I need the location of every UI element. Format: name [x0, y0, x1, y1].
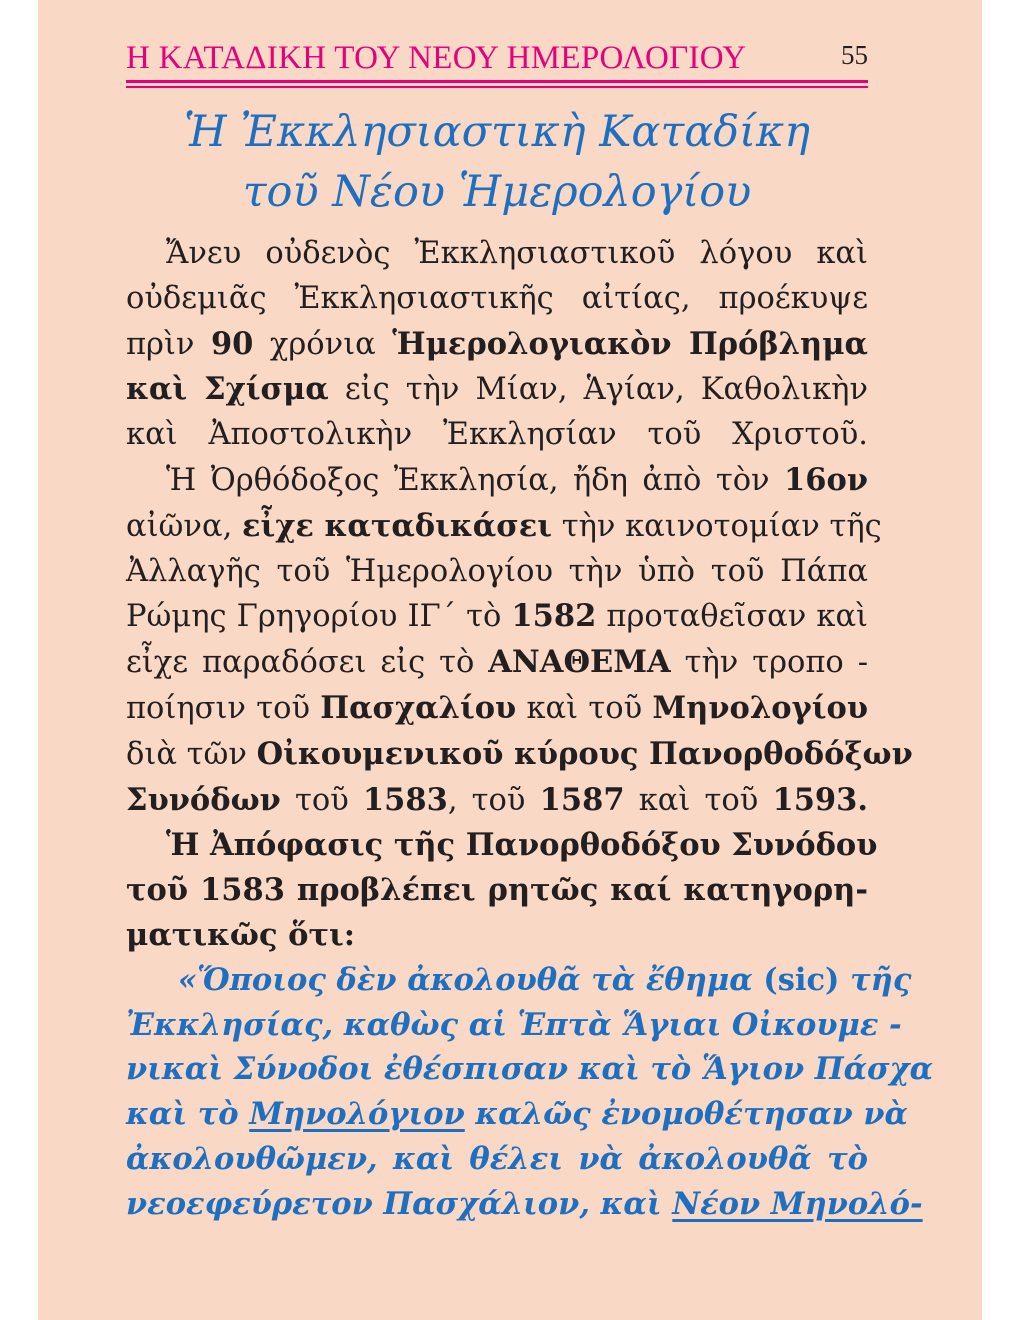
- text-span: καλῶς ἐνομοθέτησαν νὰ: [464, 1096, 909, 1133]
- underlined-span: Μηνολόγιον: [249, 1096, 465, 1133]
- bold-span: 1593.: [772, 781, 868, 818]
- text-span: εἶχε παραδόσει εἰς τὸ: [126, 645, 489, 681]
- text-span: πρὶν: [126, 326, 211, 362]
- text-span: , τοῦ: [447, 782, 540, 818]
- text-span: τὴν καινοτομίαν τῆς: [552, 508, 882, 544]
- chapter-title: [126, 102, 868, 222]
- p2-line-1: [126, 458, 868, 504]
- bold-span: Μηνολογίου: [652, 689, 868, 726]
- p2-line-8: [126, 778, 868, 824]
- quote-line-1: [126, 958, 912, 1003]
- bold-span: Συνόδων: [126, 781, 281, 818]
- sic-span: (sic): [763, 961, 840, 998]
- p2-line-7: [126, 732, 913, 778]
- quote-line-2: Ἐκκλησίας, καθὼς αἱ Ἑπτὰ Ἅγιαι Οἰκουμε -: [126, 1006, 902, 1043]
- book-page: [38, 0, 982, 1320]
- page-number: 55: [841, 40, 868, 70]
- header-rule-top: [126, 80, 868, 83]
- p2-line-6: [126, 686, 868, 732]
- bold-span: Πασχαλίου: [320, 689, 517, 726]
- p1-line-1: Ἄνευ οὐδενὸς Ἐκκλησιαστικοῦ λόγου καὶ: [166, 236, 868, 271]
- quote-line-4: [126, 1092, 909, 1137]
- running-header: [126, 38, 868, 78]
- text-span: καὶ τὸ: [126, 1096, 250, 1133]
- text-span: προταθεῖσαν καὶ: [596, 599, 868, 635]
- p3-line-2: τοῦ 1583 προβλέπει ρητῶς καί κατηγορη-: [126, 872, 868, 909]
- p3-line-1: Ἡ Ἀπόφασις τῆς Πανορθοδόξου Συνόδου: [166, 827, 878, 864]
- text-span: Ἡ Ὀρθόδοξος Ἐκκλησία, ἤδη ἀπὸ τὸν: [166, 462, 785, 498]
- text-span: τὴν τροπο -: [670, 645, 869, 681]
- p2-line-3: Ἀλλαγῆς τοῦ Ἡμερολογίου τὴν ὑπὸ τοῦ Πάπα: [126, 553, 868, 589]
- text-span: καὶ τοῦ: [516, 690, 653, 726]
- header-title: Η ΚΑΤΑΔΙΚΗ ΤΟΥ ΝΕΟΥ ΗΜΕΡΟΛΟΓΙΟΥ: [126, 40, 747, 76]
- p1-line-2: οὐδεμιᾶς Ἐκκλησιαστικῆς αἰτίας, προέκυψε: [126, 280, 868, 316]
- text-span: χρόνια: [253, 326, 393, 362]
- bold-span: 1583: [362, 781, 448, 818]
- chapter-title-line-2: τοῦ Νέου Ἡμερολογίου: [242, 167, 752, 217]
- p1-line-5: καὶ Ἀποστολικὴν Ἐκκλησίαν τοῦ Χριστοῦ.: [126, 417, 868, 453]
- body-text: [126, 232, 934, 1227]
- chapter-title-line-1: Ἡ Ἐκκλησιαστικὴ Καταδίκη: [184, 107, 810, 157]
- p1-line-4: [126, 367, 868, 413]
- header-rule-bottom: [126, 86, 868, 88]
- bold-span: 1587: [539, 781, 625, 818]
- bold-span: Οἰκουμενικοῦ κύρους Πανορθοδόξων: [256, 735, 913, 772]
- text-span: τῆς: [839, 961, 912, 998]
- text-span: «Ὅποιος δὲν ἀκολουθᾶ τὰ ἔθημα: [178, 961, 764, 998]
- text-span: διὰ τῶν: [126, 736, 257, 772]
- text-span: Ρώμης Γρηγορίου ΙΓ΄ τὸ: [126, 599, 512, 635]
- bold-span: 90: [210, 325, 254, 362]
- p3-line-3: ματικῶς ὅτι:: [126, 916, 356, 953]
- bold-span: καὶ Σχίσμα: [126, 371, 329, 408]
- bold-span: 1582: [511, 598, 597, 635]
- bold-span: Ἡμερολογιακὸν Πρόβλημα: [392, 325, 868, 362]
- p2-line-5: [126, 640, 868, 686]
- p2-line-2: [126, 504, 882, 550]
- text-span: καὶ τοῦ: [624, 782, 773, 818]
- quote-line-3: νικαὶ Σύνοδοι ἐθέσπισαν καὶ τὸ Ἅγιον Πάσχα: [126, 1051, 934, 1088]
- bold-span: εἶχε καταδικάσει: [241, 507, 553, 544]
- p2-line-4: [126, 594, 868, 640]
- underlined-span: Νέον Μηνολό-: [672, 1185, 923, 1222]
- text-span: αἰῶνα: [126, 508, 223, 544]
- bold-span: 16ον: [784, 461, 868, 498]
- text-span: τοῦ: [280, 782, 363, 818]
- text-span: εἰς τὴν Μίαν, Ἁγίαν, Καθολικὴν: [328, 372, 868, 408]
- text-span: ποίησιν τοῦ: [126, 690, 321, 726]
- text-span: ,: [222, 508, 242, 544]
- quote-line-5: ἀκολουθῶμεν, καὶ θέλει νὰ ἀκολουθᾶ τὸ: [126, 1140, 868, 1177]
- bold-span: ΑΝΑΘΕΜΑ: [488, 644, 671, 681]
- quote-line-6: [126, 1182, 923, 1227]
- p1-line-3: [126, 322, 868, 368]
- text-span: νεοεφεύρετον Πασχάλιον, καὶ: [126, 1185, 673, 1222]
